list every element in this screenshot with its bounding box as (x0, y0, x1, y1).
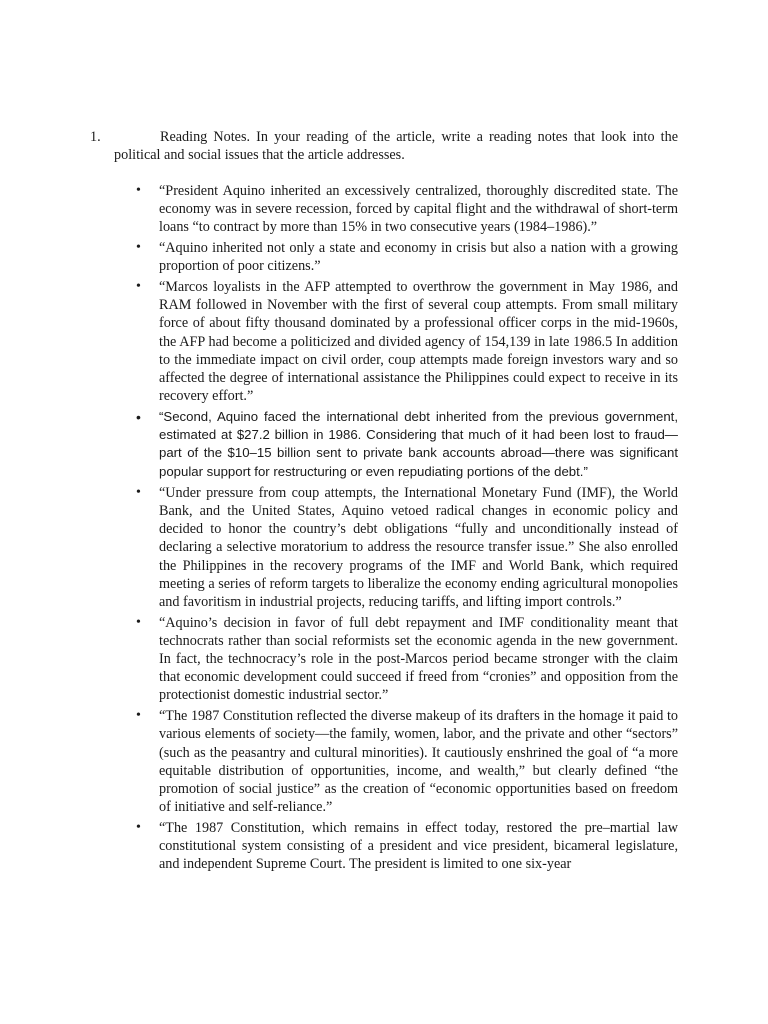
reading-notes-list (159, 182, 678, 876)
numbered-item (90, 128, 678, 164)
list-item: • “Aquino’s decision in favor of full debt repayment and IMF conditionality meant that technocrats rather than social reformists set the economic agenda in the new government. In fact, the technocracy’s role in the post-Marcos period became stronger with the claim that economic development could succeed if freed from “cronies” and opposition from the protectionist domestic industrial sector.” (159, 614, 678, 705)
list-item: • “Marcos loyalists in the AFP attempted to overthrow the government in May 1986, and RAM followed in November with the first of several coup attempts. From small military force of about fifty thousand dominated by a professional officer corps in the mid-1960s, the AFP had become a politicized and divided agency of 154,139 in late 1986.5 In addition to the immediate impact on civil order, coup attempts made foreign investors wary and so affected the degree of international assistance the Philippines could expect to receive in its recovery effort.” (159, 278, 678, 405)
list-item: • “President Aquino inherited an excessively centralized, thoroughly discredited state. The economy was in severe recession, forced by capital flight and the withdrawal of short-term loans “to contract by more than 15% in two consecutive years (1984–1986).” (159, 182, 678, 237)
list-item: • “Under pressure from coup attempts, the International Monetary Fund (IMF), the World Bank, and the United States, Aquino vetoed radical changes in economic policy and decided to honor the country’s debt obligations “fully and unconditionally instead of declaring a selective moratorium to address the resource transfer issue.” She also enrolled the Philippines in the recovery programs of the IMF and World Bank, which required meeting a series of reform targets to liberalize the economy ending agricultural monopolies and favoritism in industrial projects, reducing tariffs, and lifting import controls.” (159, 484, 678, 611)
item-number: 1. (90, 129, 101, 145)
list-item: • “Second, Aquino faced the international debt inherited from the previous government, estimated at $27.2 billion in 1986. Considering that much of it had been lost to fraud—part of the $10–15 billion sent to private bank accounts abroad—there was significant popular support for restructuring or even repudiating portions of the debt.” (159, 408, 678, 481)
list-item: • “The 1987 Constitution reflected the diverse makeup of its drafters in the homage it paid to various elements of society—the family, women, labor, and the private and other “sectors” (such as the peasantry and cultural minorities). It cautiously enshrined the goal of “a more equitable distribution of opportunities, income, and wealth,” but clearly defined “the promotion of social justice” as the creation of “economic opportunities based on freedom of initiative and self-reliance.” (159, 707, 678, 816)
item-instruction-text: Reading Notes. In your reading of the article, write a reading notes that look into the political and social issues that the article addresses. (114, 129, 678, 164)
list-item: • “Aquino inherited not only a state and economy in crisis but also a nation with a growing proportion of poor citizens.” (159, 239, 678, 275)
list-item: • “The 1987 Constitution, which remains in effect today, restored the pre–martial law constitutional system consisting of a president and vice president, bicameral legislature, and independent Supreme Court. The president is limited to one six-year (159, 819, 678, 874)
